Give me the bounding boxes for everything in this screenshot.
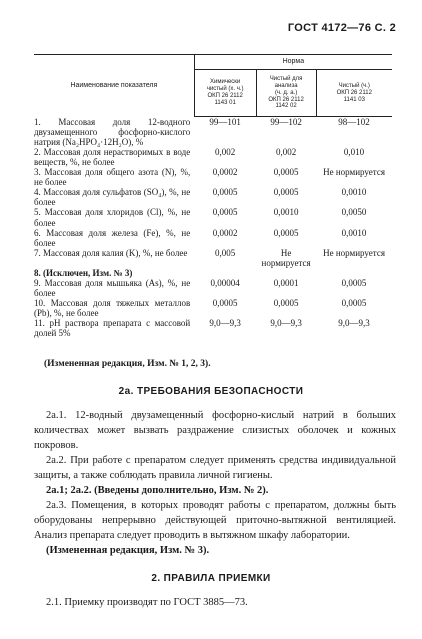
section-title: 2. ПРАВИЛА ПРИЕМКИ xyxy=(151,573,271,584)
row-name: 3. Массовая доля общего азота (N), %, не более xyxy=(34,167,191,188)
row-name: 4. Массовая доля сульфатов (SO₄), %, не более xyxy=(34,187,191,208)
table-row xyxy=(34,298,392,318)
row-value: 0,010 xyxy=(343,147,365,158)
edit-note: (Измененная редакция, Изм. № 1, 2, 3). xyxy=(44,359,211,369)
row-name: 5. Массовая доля хлоридов (Cl), %, не более xyxy=(34,207,191,228)
row-value: 0,0010 xyxy=(341,227,367,238)
table-row xyxy=(34,207,392,227)
table-row xyxy=(34,248,392,268)
row-value xyxy=(194,268,256,278)
row-value: 0,002 xyxy=(215,147,236,158)
row-value: 98—102 xyxy=(338,117,370,128)
row-name: 9. Массовая доля мышьяка (As), %, не более xyxy=(34,278,191,299)
row-value: 0,0005 xyxy=(273,298,299,309)
row-value: 0,0002 xyxy=(212,227,238,238)
column-header-norm: Норма xyxy=(194,55,392,70)
paragraph-2a1: 2а.1. 12-водный двузамещенный фосфорно-кислый натрий в больших количествах может вызвать раздражение слизистых оболочек и кожных покровов. xyxy=(34,410,396,451)
row-value: 0,0005 xyxy=(212,298,238,309)
row-value: 0,0050 xyxy=(341,207,367,218)
row-value: 0,0001 xyxy=(273,278,299,289)
paragraph-2a3: 2а.3. Помещения, в которых проводят работы с препаратом, должны быть оборудованы непрерывно действующей приточно-вытяжной вентиляцией. Анализ препарата следует проводить в вытяжном шкафу лаборатории. xyxy=(34,500,396,541)
row-value: Не нормируется xyxy=(323,167,385,178)
table-row xyxy=(34,268,392,278)
column-header-name: Наименование показателя xyxy=(34,55,194,117)
row-name: 1. Массовая доля 12-водного двузамещенного фосфорно-кислого натрия (Na₂HPO₄·12H₂O), % xyxy=(34,116,191,147)
row-value: 0,0002 xyxy=(212,167,238,178)
row-value: 0,002 xyxy=(275,147,297,158)
row-value: Не нормируется xyxy=(323,247,385,258)
paragraph-2a12-note: 2а.1; 2а.2. (Введены дополнительно, Изм. № 2). xyxy=(46,485,269,496)
row-value: 9,0—9,3 xyxy=(209,318,241,329)
table-row xyxy=(34,117,392,147)
row-value: 0,00004 xyxy=(210,278,240,289)
table-row xyxy=(34,278,392,298)
row-value: Не нормируется xyxy=(261,247,311,268)
row-value: 0,005 xyxy=(215,247,236,258)
paragraph-2a2: 2а.2. При работе с препаратом следует применять средства индивидуальной защиты, а также соблюдать правила личной гигиены. xyxy=(34,455,396,481)
row-value: 0,0005 xyxy=(273,227,299,238)
row-name: 6. Массовая доля железа (Fe), %, не более xyxy=(34,227,191,248)
row-value: 0,0005 xyxy=(341,298,367,309)
table-row xyxy=(34,147,392,167)
row-value: 99—102 xyxy=(270,117,302,128)
row-name: 8. (Исключен, Изм. № 3) xyxy=(34,267,133,278)
row-value: 0,0010 xyxy=(273,207,299,218)
section-title: 2а. ТРЕБОВАНИЯ БЕЗОПАСНОСТИ xyxy=(118,386,304,397)
row-value xyxy=(256,268,316,278)
row-name: 10. Массовая доля тяжелых металлов (Pb), %, не более xyxy=(34,298,191,319)
edit-note: (Измененная редакция, Изм. № 3). xyxy=(46,545,210,556)
row-value: 0,0010 xyxy=(341,187,367,198)
table-row xyxy=(34,187,392,207)
row-name: 7. Массовая доля калия (K), %, не более xyxy=(34,247,188,258)
grade-header: Чистый для анализа (ч. д. а.) ОКП 26 2112 1142 02 xyxy=(256,69,316,116)
row-name: 2. Массовая доля нерастворимых в воде веществ, %, не более xyxy=(34,147,191,168)
row-value: 0,0005 xyxy=(341,278,367,289)
row-value: 9,0—9,3 xyxy=(270,318,302,329)
row-value: 0,0005 xyxy=(212,187,238,198)
row-value: 99—101 xyxy=(209,117,241,128)
row-value: 0,0005 xyxy=(212,207,238,218)
paragraph-2-1: 2.1. Приемку производят по ГОСТ 3885—73. xyxy=(46,597,248,608)
row-value: 0,0005 xyxy=(273,187,299,198)
row-value xyxy=(316,268,392,278)
row-value: 9,0—9,3 xyxy=(338,318,370,329)
grade-header: Чистый (ч.) ОКП 26 2112 1141 03 xyxy=(316,69,392,116)
page-header: ГОСТ 4172—76 С. 2 xyxy=(287,22,396,34)
grade-header: Химически чистый (х. ч.) ОКП 26 2112 1143 01 xyxy=(194,69,256,116)
table-row xyxy=(34,228,392,248)
table-row xyxy=(34,167,392,187)
row-name: 11. pH раствора препарата с массовой долей 5% xyxy=(34,318,191,339)
norms-table xyxy=(34,54,392,339)
table-row xyxy=(34,318,392,338)
row-value: 0,0005 xyxy=(273,167,299,178)
